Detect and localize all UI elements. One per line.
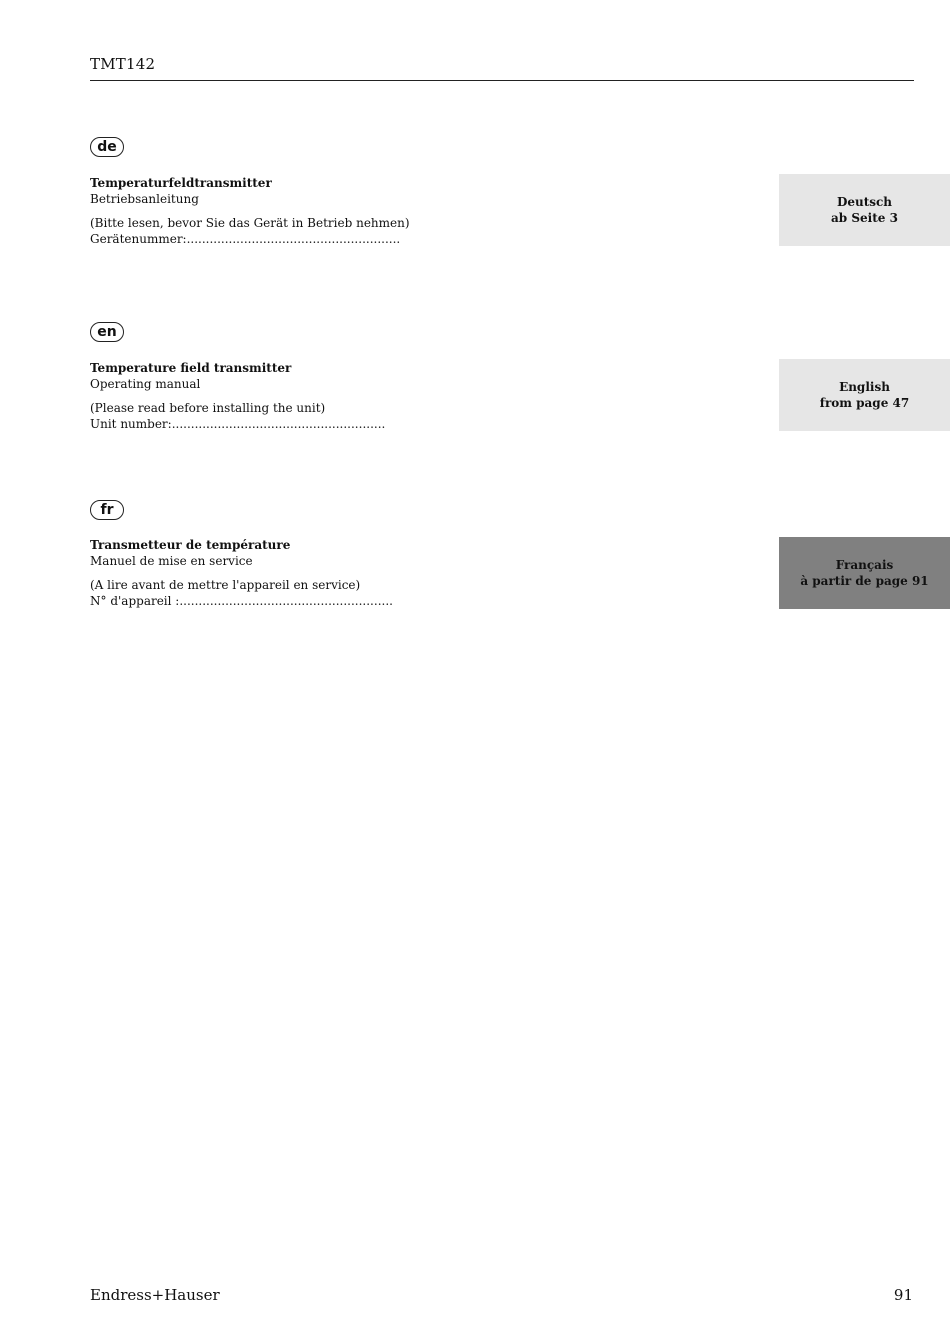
- section-title-en: Temperature field transmitter: [90, 361, 292, 375]
- section-en: [90, 360, 385, 432]
- tab-language-en: English: [839, 380, 890, 394]
- section-note-de: (Bitte lesen, bevor Sie das Gerät in Betrieb nehmen): [90, 216, 410, 230]
- section-subtitle-fr: Manuel de mise en service: [90, 554, 253, 568]
- header-divider: [90, 80, 914, 81]
- section-title-fr: Transmetteur de température: [90, 538, 291, 552]
- section-note-fr: (A lire avant de mettre l'appareil en service): [90, 578, 361, 592]
- language-badge-en: en: [90, 322, 124, 342]
- document-title: TMT142: [90, 55, 156, 73]
- tab-deutsch[interactable]: [779, 174, 950, 246]
- tab-page-ref-en: from page 47: [819, 396, 910, 410]
- section-subtitle-en: Operating manual: [90, 377, 201, 391]
- section-note-en: (Please read before installing the unit): [90, 401, 326, 415]
- unit-number-line-en: Unit number:........................................................: [90, 417, 386, 431]
- tab-english[interactable]: [779, 359, 950, 431]
- tab-francais[interactable]: [779, 537, 950, 609]
- language-badge-de: de: [90, 137, 124, 157]
- footer-brand: Endress+Hauser: [90, 1286, 220, 1304]
- page-number: 91: [893, 1286, 913, 1304]
- section-de: [90, 175, 410, 247]
- section-subtitle-de: Betriebsanleitung: [90, 192, 199, 206]
- section-fr: [90, 537, 393, 609]
- section-title-de: Temperaturfeldtransmitter: [90, 176, 272, 190]
- tab-page-ref-fr: à partir de page 91: [800, 574, 929, 588]
- unit-number-line-de: Gerätenummer:........................................................: [90, 232, 401, 246]
- tab-language-fr: Français: [835, 558, 894, 572]
- unit-number-line-fr: N° d'appareil :........................................................: [90, 594, 393, 608]
- tab-page-ref-de: ab Seite 3: [831, 211, 898, 225]
- tab-language-de: Deutsch: [836, 195, 893, 209]
- language-badge-fr: fr: [90, 500, 124, 520]
